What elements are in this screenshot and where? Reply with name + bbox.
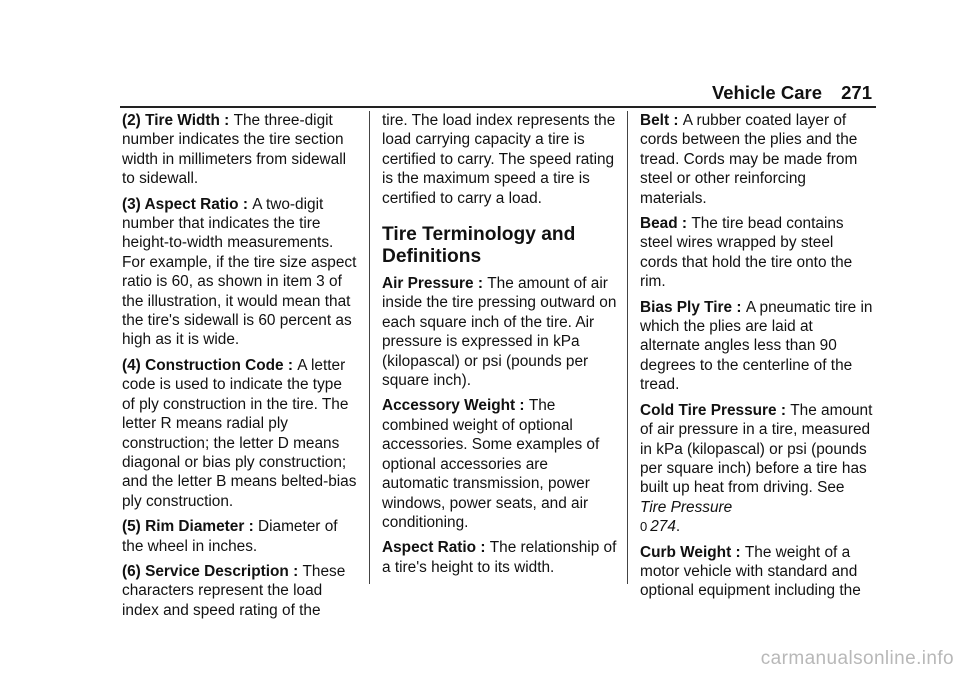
term-separator: : — [731, 543, 745, 561]
term-separator: : — [515, 397, 529, 415]
definition-text: Diameter of the wheel in inches. — [122, 518, 338, 555]
page-number: 271 — [841, 82, 872, 103]
definition-belt — [640, 111, 875, 208]
definition-term: Bead — [640, 215, 678, 233]
definition-term: Belt — [640, 112, 670, 129]
term-separator: : — [669, 112, 683, 129]
definition-cold-tire-pressure — [640, 401, 875, 537]
site-watermark: carmanualsonline.info — [760, 648, 954, 669]
definition-text: The combined weight of optional accessories. Some examples of optional accessories are automatic transmission, power windows, power seats, and air conditioning. — [382, 397, 600, 531]
term-separator: : — [677, 215, 692, 233]
definition-text: A pneumatic tire in which the plies are laid at alternate angles less than 90 degrees to the centerline of the tread. — [640, 298, 873, 394]
definition-bead — [640, 214, 875, 292]
definition-term: Cold Tire Pressure — [640, 401, 777, 419]
cross-reference-link[interactable]: Tire Pressure — [640, 498, 733, 516]
definition-curb-weight — [640, 543, 875, 601]
definition-construction-code — [122, 356, 357, 511]
column-2 — [382, 111, 617, 583]
column-1 — [122, 111, 357, 626]
column-divider — [627, 111, 628, 584]
column-3 — [640, 111, 875, 607]
sentence-end: . — [675, 518, 681, 536]
definition-term: Air Pressure — [382, 275, 474, 293]
page-section-title: Vehicle Care — [711, 82, 822, 103]
definition-aspect-ratio-code — [122, 195, 357, 350]
term-separator: : — [244, 518, 258, 536]
definition-term: (5) Rim Diameter — [122, 518, 245, 536]
definition-air-pressure — [382, 274, 617, 390]
definition-term: Bias Ply Tire — [640, 298, 733, 316]
definition-accessory-weight — [382, 396, 617, 532]
definition-text: The tire bead contains steel wires wrapped by steel cords that hold the tire onto the rim. — [640, 215, 853, 291]
definition-text: A rubber coated layer of cords between the plies and the tread. Cords may be made from steel or other reinforcing materials. — [640, 112, 858, 207]
term-separator: : — [776, 401, 791, 419]
definition-rim-diameter — [122, 517, 357, 556]
definition-text: The amount of air pressure in a tire, measured in kPa (kilopascal) or psi (pounds per square inch) before a tire has built up heat from driving. See — [640, 401, 873, 497]
definition-term: Curb Weight — [640, 543, 732, 561]
term-separator: : — [283, 356, 298, 374]
definition-term: (6) Service Description — [122, 562, 289, 580]
definition-text: The three-digit number indicates the tire section width in millimeters from sidewall to sidewall. — [122, 112, 347, 188]
definition-term: Aspect Ratio — [382, 539, 477, 557]
definition-text: The relationship of a tire's height to its width. — [382, 539, 617, 576]
term-separator: : — [238, 195, 253, 213]
definition-tire-width — [122, 111, 357, 189]
definition-text: These characters represent the load index and speed rating of the — [122, 562, 346, 619]
definition-bias-ply-tire — [640, 298, 875, 395]
term-separator: : — [219, 112, 234, 129]
term-separator: : — [473, 275, 488, 293]
header-divider — [120, 106, 876, 108]
column-divider — [369, 111, 370, 584]
definition-aspect-ratio — [382, 538, 617, 577]
definition-term: (4) Construction Code — [122, 356, 284, 374]
definition-service-description — [122, 562, 357, 620]
definition-text: The amount of air inside the tire pressing outward on each square inch of the tire. Air pressure is expressed in kPa (kilopascal) or psi (pounds per square inch). — [382, 275, 617, 390]
definition-term: Accessory Weight — [382, 397, 516, 415]
definition-text: The weight of a motor vehicle with standard and optional equipment including the — [640, 543, 861, 600]
term-separator: : — [288, 562, 303, 580]
definition-text: A two-digit number that indicates the tire height-to-width measurements. For example, if the tire size aspect ratio is 60, as shown in item 3 of the illustration, it would mean that the tire's sidewall is 60 percent as high as it is wide. — [122, 195, 357, 349]
section-heading: Tire Terminology and Definitions — [382, 224, 576, 268]
page-header — [712, 82, 872, 104]
page-reference-icon: 0 — [640, 519, 648, 535]
definition-term: (2) Tire Width — [122, 112, 220, 129]
definition-term: (3) Aspect Ratio — [122, 195, 239, 213]
cross-reference-page[interactable]: 274 — [650, 518, 676, 536]
term-separator: : — [732, 298, 746, 316]
definition-text: A letter code is used to indicate the type of ply construction in the tire. The letter R means radial ply construction; the letter D means diagonal or bias ply construction; and the letter B means belted-bias ply construction. — [122, 356, 357, 510]
term-separator: : — [476, 539, 490, 557]
continuation-text: tire. The load index represents the load carrying capacity a tire is certified to carry. The speed rating is the maximum speed a tire is certified to carry a load. — [382, 112, 616, 207]
